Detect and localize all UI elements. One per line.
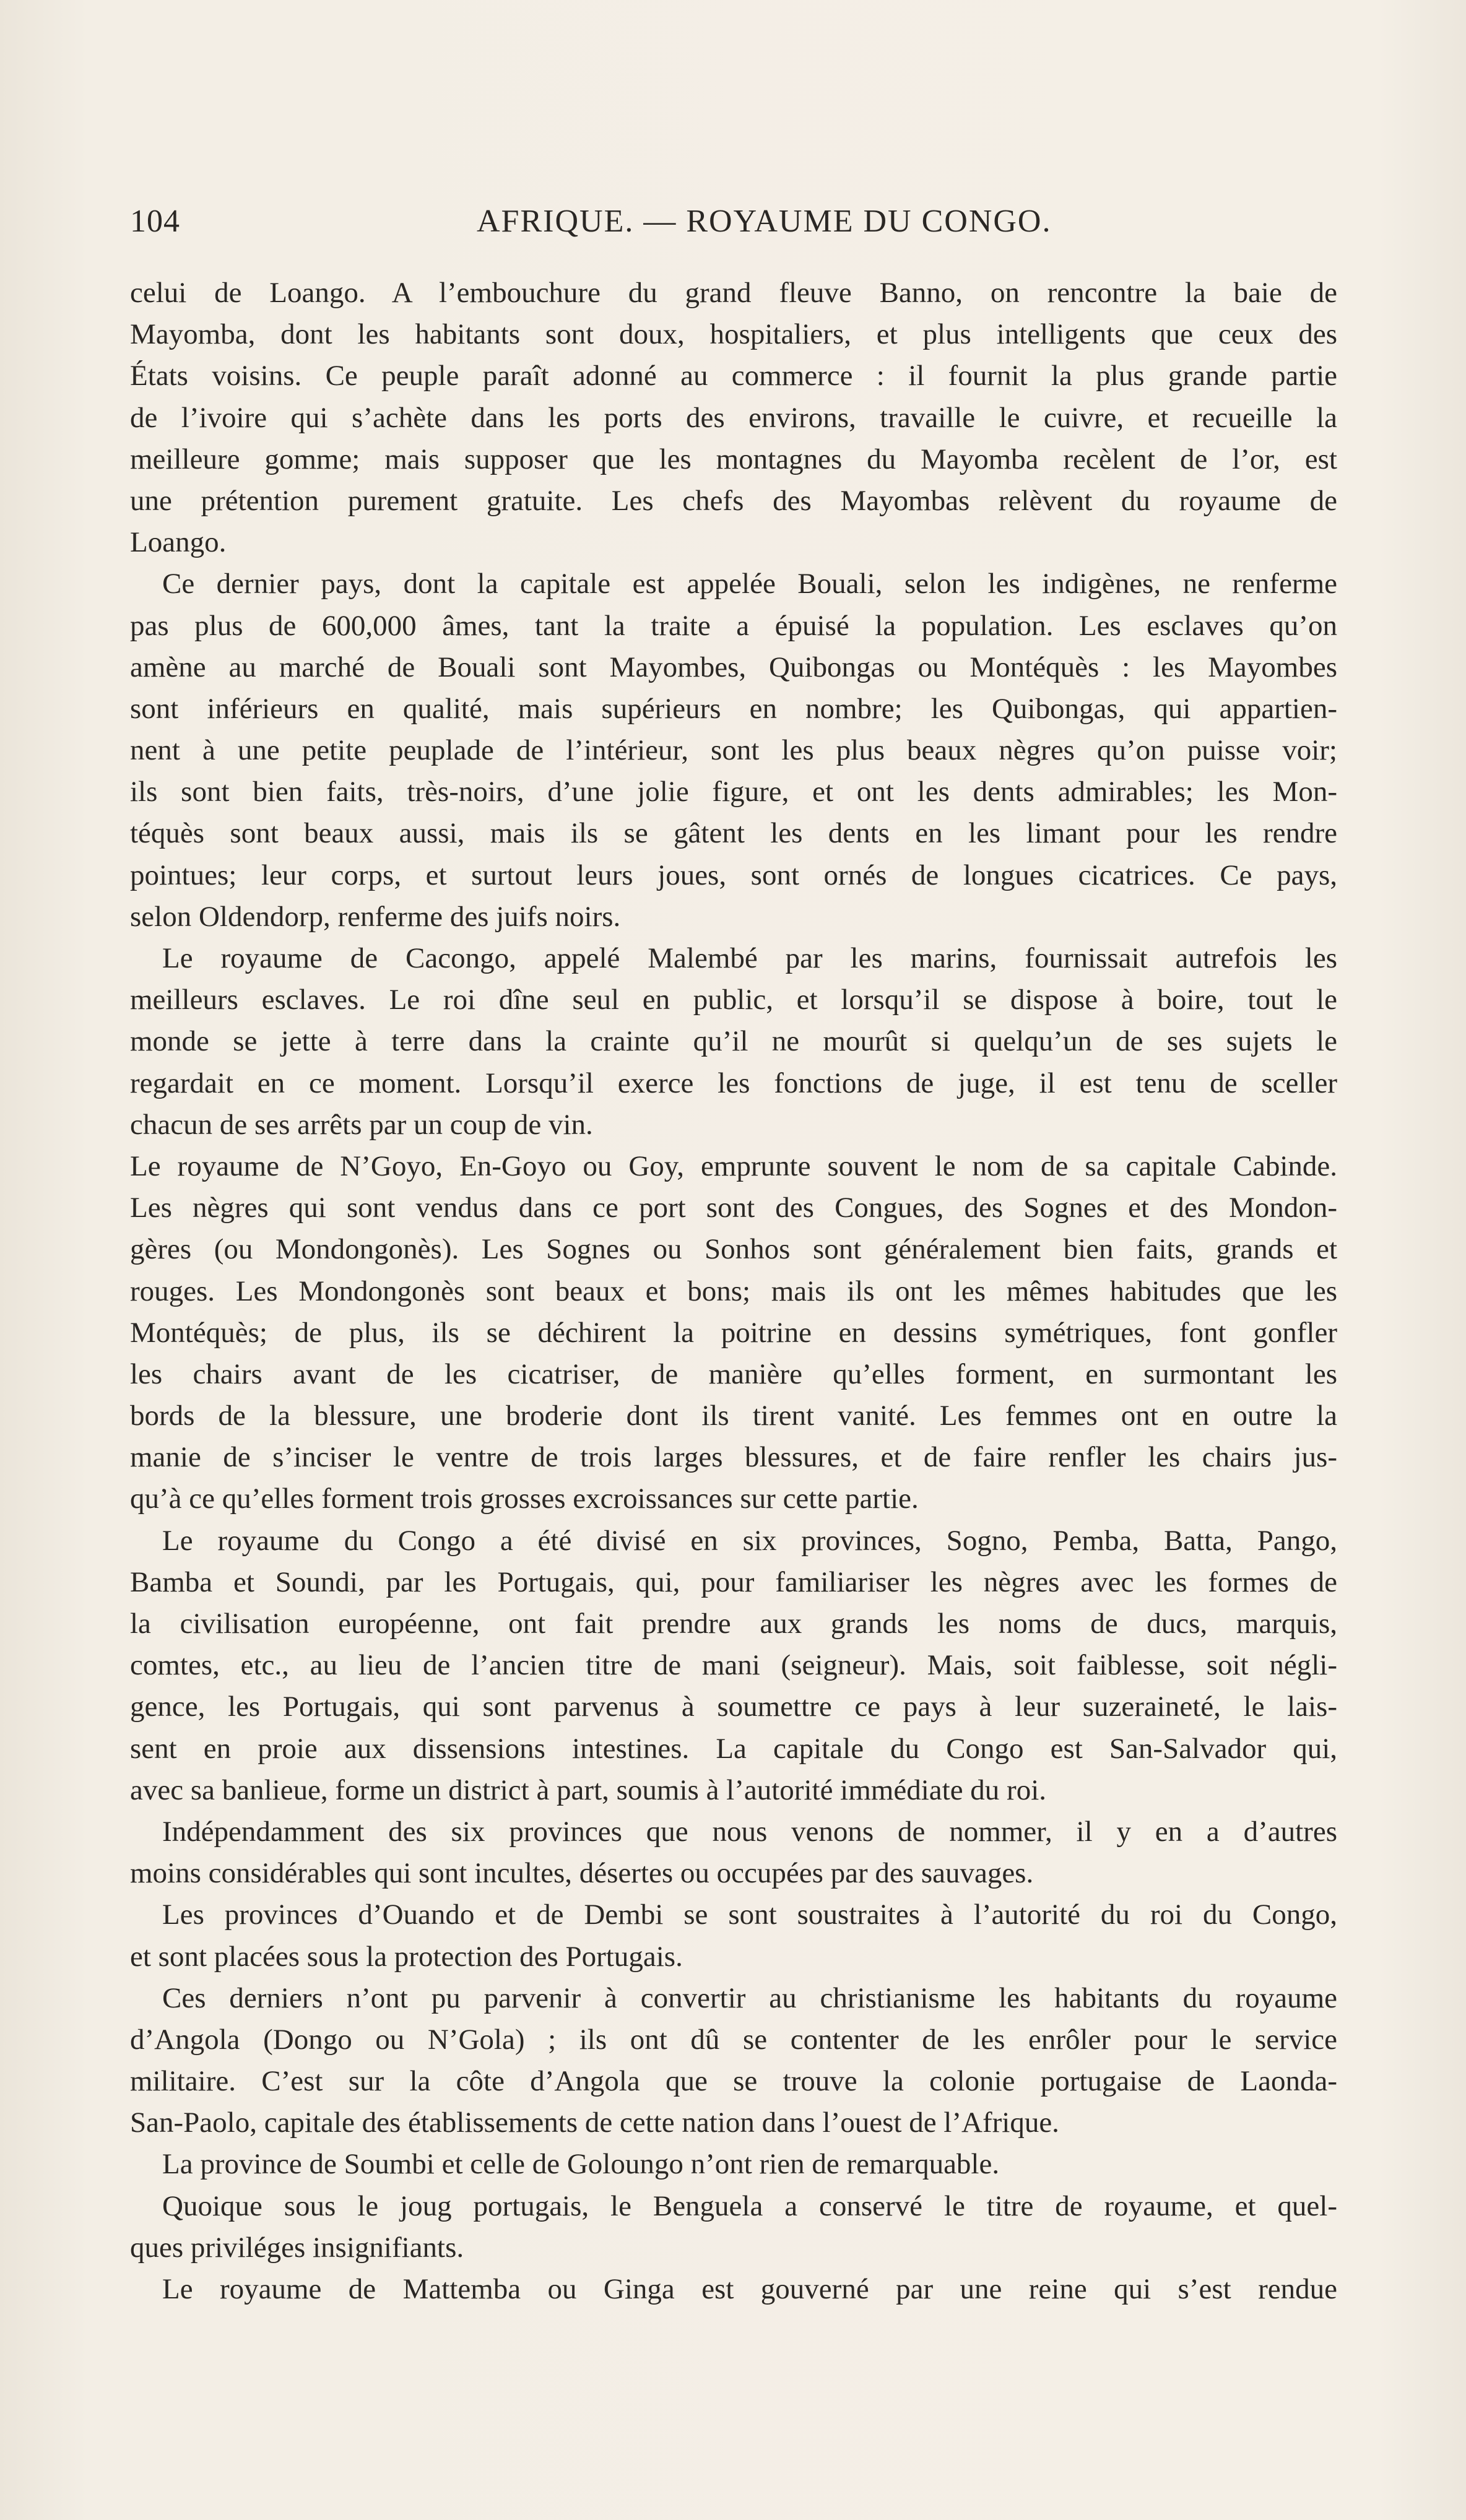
text-line: Mayomba, dont les habitants sont doux, hospitaliers, et plus intelligents que ceux des	[130, 318, 1337, 351]
text-line: Le royaume de Cacongo, appelé Malembé par les marins, fournissait autrefois les	[162, 942, 1337, 974]
text-line: ils sont bien faits, très-noirs, d’une jolie figure, et ont les dents admirables; les Mon-	[130, 776, 1337, 808]
text-line: meilleure gomme; mais supposer que les montagnes du Mayomba recèlent de l’or, est	[130, 443, 1337, 475]
text-line: gères (ou Mondongonès). Les Sognes ou Sonhos sont généralement bien faits, grands et	[130, 1233, 1337, 1266]
text-line: nent à une petite peuplade de l’intérieur, sont les plus beaux nègres qu’on puisse voir;	[130, 734, 1337, 767]
text-line: moins considérables qui sont incultes, désertes ou occupées par des sauvages.	[130, 1857, 1034, 1890]
text-line: Bamba et Soundi, par les Portugais, qui, pour familiariser les nègres avec les formes de	[130, 1565, 1337, 1598]
text-line: Quoique sous le joug portugais, le Benguela a conservé le titre de royaume, et quel-	[162, 2189, 1337, 2222]
text-line: sont inférieurs en qualité, mais supérieurs en nombre; les Quibongas, qui appartien-	[130, 692, 1337, 725]
text-line: comtes, etc., au lieu de l’ancien titre de mani (seigneur). Mais, soit faiblesse, soit négli-	[130, 1649, 1337, 1682]
text-line: militaire. C’est sur la côte d’Angola que se trouve la colonie portugaise de Laonda-	[130, 2065, 1337, 2098]
text-line: Ce dernier pays, dont la capitale est appelée Bouali, selon les indigènes, ne renferme	[162, 568, 1337, 600]
text-line: téquès sont beaux aussi, mais ils se gâtent les dents en les limant pour les rendre	[130, 817, 1337, 850]
text-line: Loango.	[130, 526, 227, 559]
text-line: Le royaume de N’Goyo, En-Goyo ou Goy, emprunte souvent le nom de sa capitale Cabinde.	[130, 1150, 1337, 1182]
text-line: de l’ivoire qui s’achète dans les ports des environs, travaille le cuivre, et recueille la	[130, 401, 1337, 434]
text-line: Le royaume du Congo a été divisé en six provinces, Sogno, Pemba, Batta, Pango,	[162, 1524, 1337, 1557]
page-header	[130, 203, 1337, 259]
text-line: bords de la blessure, une broderie dont ils tirent vanité. Les femmes ont en outre la	[130, 1400, 1337, 1432]
text-line: Le royaume de Mattemba ou Ginga est gouverné par une reine qui s’est rendue	[162, 2273, 1337, 2305]
text-line: les chairs avant de les cicatriser, de manière qu’elles forment, en surmontant les	[130, 1357, 1337, 1390]
text-line: La province de Soumbi et celle de Goloungo n’ont rien de remarquable.	[162, 2148, 1000, 2181]
text-line: celui de Loango. A l’embouchure du grand fleuve Banno, on rencontre la baie de	[130, 277, 1337, 309]
text-line: Indépendamment des six provinces que nous venons de nommer, il y en a d’autres	[162, 1815, 1337, 1848]
text-line: rouges. Les Mondongonès sont beaux et bons; mais ils ont les mêmes habitudes que les	[130, 1275, 1337, 1307]
text-line: selon Oldendorp, renferme des juifs noirs.	[130, 900, 621, 933]
text-line: meilleurs esclaves. Le roi dîne seul en public, et lorsqu’il se dispose à boire, tout le	[130, 984, 1337, 1016]
text-line: Ces derniers n’ont pu parvenir à convertir au christianisme les habitants du royaume	[162, 1981, 1337, 2014]
text-line: une prétention purement gratuite. Les chefs des Mayombas relèvent du royaume de	[130, 484, 1337, 517]
body-text	[130, 272, 1337, 2310]
page-number: 104	[130, 204, 180, 239]
running-head: AFRIQUE. — ROYAUME DU CONGO.	[477, 204, 1052, 239]
text-line: monde se jette à terre dans la crainte qu’il ne mourût si quelqu’un de ses sujets le	[130, 1025, 1337, 1058]
text-line: San-Paolo, capitale des établissements de cette nation dans l’ouest de l’Afrique.	[130, 2106, 1059, 2139]
text-line: d’Angola (Dongo ou N’Gola) ; ils ont dû se contenter de les enrôler pour le service	[130, 2023, 1337, 2056]
text-line: Montéquès; de plus, ils se déchirent la poitrine en dessins symétriques, font gonfler	[130, 1316, 1337, 1349]
text-line: manie de s’inciser le ventre de trois larges blessures, et de faire renfler les chairs jus-	[130, 1441, 1337, 1474]
text-line: chacun de ses arrêts par un coup de vin.	[130, 1108, 593, 1141]
text-line: Les provinces d’Ouando et de Dembi se sont soustraites à l’autorité du roi du Congo,	[162, 1899, 1337, 1931]
text-line: et sont placées sous la protection des Portugais.	[130, 1940, 683, 1973]
text-line: amène au marché de Bouali sont Mayombes, Quibongas ou Montéquès : les Mayombes	[130, 651, 1337, 683]
text-line: gence, les Portugais, qui sont parvenus à soumettre ce pays à leur suzeraineté, le lais-	[130, 1691, 1337, 1723]
text-line: sent en proie aux dissensions intestines. La capitale du Congo est San-Salvador qui,	[130, 1732, 1337, 1765]
text-line: la civilisation européenne, ont fait prendre aux grands les noms de ducs, marquis,	[130, 1608, 1337, 1640]
text-line: qu’à ce qu’elles forment trois grosses excroissances sur cette partie.	[130, 1483, 919, 1515]
text-line: ques priviléges insignifiants.	[130, 2231, 464, 2264]
text-line: avec sa banlieue, forme un district à part, soumis à l’autorité immédiate du roi.	[130, 1773, 1047, 1806]
text-line: Les nègres qui sont vendus dans ce port sont des Congues, des Sognes et des Mondon-	[130, 1192, 1337, 1224]
text-line: pas plus de 600,000 âmes, tant la traite a épuisé la population. Les esclaves qu’on	[130, 609, 1337, 642]
text-line: pointues; leur corps, et surtout leurs joues, sont ornés de longues cicatrices. Ce pays,	[130, 859, 1337, 891]
text-line: États voisins. Ce peuple paraît adonné au commerce : il fournit la plus grande partie	[130, 360, 1337, 392]
text-line: regardait en ce moment. Lorsqu’il exerce les fonctions de juge, il est tenu de sceller	[130, 1067, 1337, 1099]
